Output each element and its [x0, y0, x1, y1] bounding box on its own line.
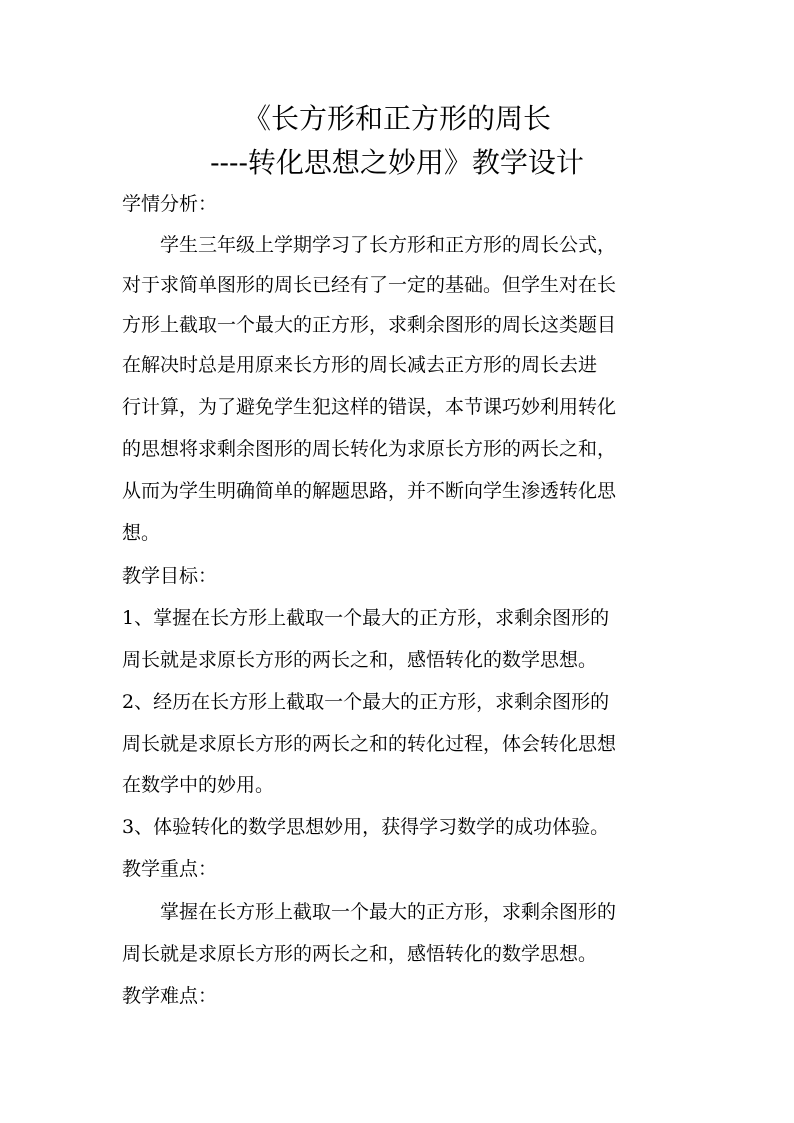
- paragraph-line: 在解决时总是用原来长方形的周长减去正方形的周长去进: [122, 354, 598, 376]
- heading-learning-analysis: 学情分析：: [122, 193, 218, 215]
- heading-teaching-difficulty: 教学难点：: [122, 985, 218, 1007]
- goal-line: 1、掌握在长方形上截取一个最大的正方形，求剩余图形的: [122, 607, 610, 629]
- paragraph-line: 行计算，为了避免学生犯这样的错误，本节课巧妙利用转化: [122, 396, 617, 418]
- document-title-line-1: 《长方形和正方形的周长: [242, 102, 551, 135]
- document-title-line-2: ----转化思想之妙用》教学设计: [210, 146, 584, 179]
- goal-line: 3、体验转化的数学思想妙用，获得学习数学的成功体验。: [122, 816, 610, 838]
- goal-line: 2、经历在长方形上截取一个最大的正方形，求剩余图形的: [122, 691, 610, 713]
- goal-line: 周长就是求原长方形的两长之和的转化过程，体会转化思想: [122, 733, 617, 755]
- goal-line: 周长就是求原长方形的两长之和，感悟转化的数学思想。: [122, 649, 598, 671]
- heading-teaching-goals: 教学目标：: [122, 565, 218, 587]
- paragraph-line: 对于求简单图形的周长已经有了一定的基础。但学生对在长: [122, 274, 617, 296]
- paragraph-line: 想。: [122, 522, 161, 544]
- heading-teaching-focus: 教学重点：: [122, 858, 218, 880]
- paragraph-line: 从而为学生明确简单的解题思路，并不断向学生渗透转化思: [122, 480, 617, 502]
- paragraph-line: 学生三年级上学期学习了长方形和正方形的周长公式，: [122, 234, 617, 256]
- paragraph-line: 掌握在长方形上截取一个最大的正方形，求剩余图形的: [122, 901, 617, 923]
- paragraph-line: 方形上截取一个最大的正方形，求剩余图形的周长这类题目: [122, 314, 617, 336]
- paragraph-line: 周长就是求原长方形的两长之和，感悟转化的数学思想。: [122, 943, 598, 965]
- goal-line: 在数学中的妙用。: [122, 774, 275, 796]
- paragraph-line: 的思想将求剩余图形的周长转化为求原长方形的两长之和，: [122, 438, 617, 460]
